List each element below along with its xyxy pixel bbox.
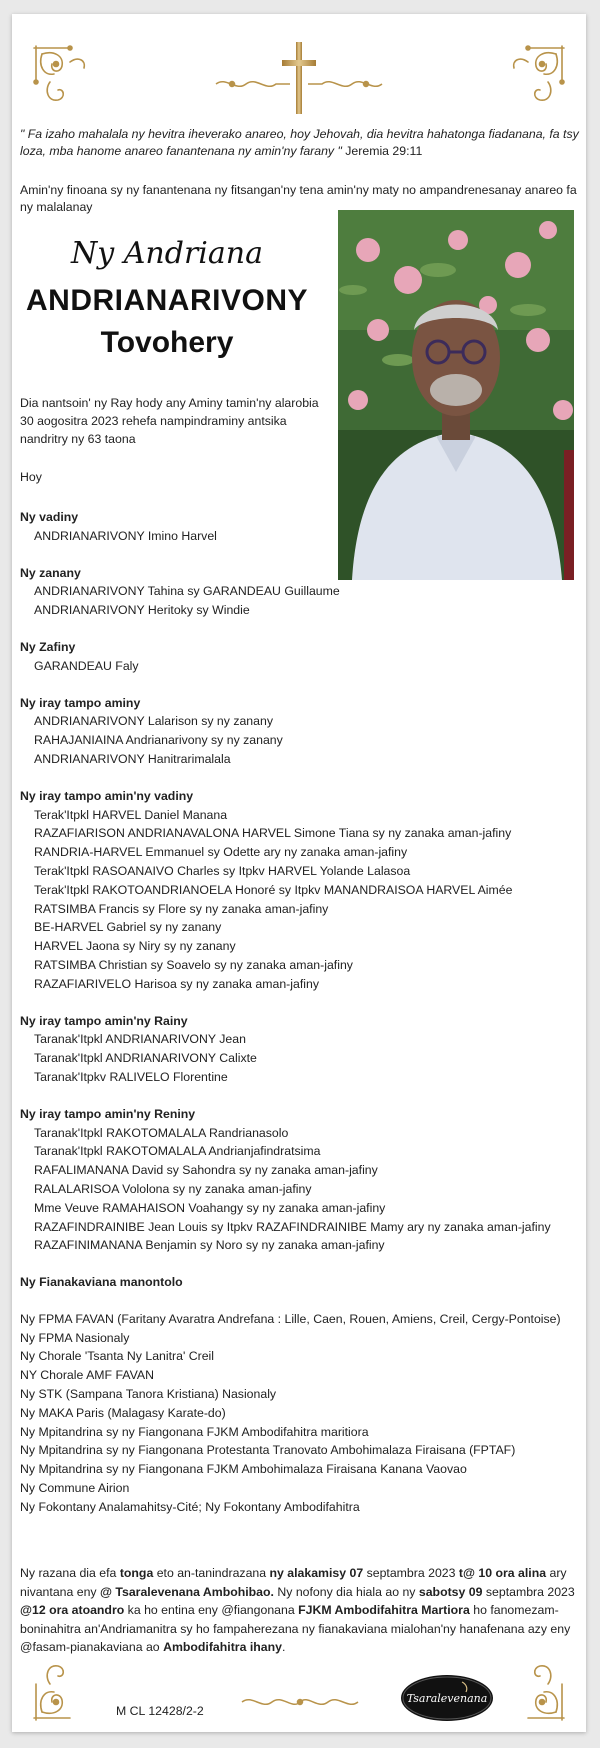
family-member: Taranak'Itpkl ANDRIANARIVONY Calixte [34, 1051, 257, 1066]
family-group-title: Ny zanany [20, 565, 81, 580]
family-group-title: Ny iray tampo amin'ny vadiny [20, 788, 194, 803]
family-member: Terak'Itpkl HARVEL Daniel Manana [34, 807, 228, 822]
reference-code: M CL 12428/2-2 [116, 1704, 204, 1718]
organization-item: Ny Commune Airion [20, 1481, 130, 1496]
bible-quote [20, 126, 580, 160]
family-member: Terak'Itpkl RASOANAIVO Charles sy Itpkv HARVEL Yolande Lalasoa [34, 863, 411, 878]
family-member: ANDRIANARIVONY Tahina sy GARANDEAU Guillaume [34, 584, 340, 599]
funeral-highlight: @ Tsaralevenana Ambohibao. [100, 1584, 274, 1599]
death-notice: Dia nantsoin' ny Ray hody any Aminy tamin'ny alarobia 30 aogositra 2023 rehefa nampindraminy antsika nandritry ny 63 taona [20, 396, 319, 446]
floral-corner-ornament-icon [30, 42, 90, 112]
family-member: RAZAFIARIVELO Harisoa sy ny zanaka aman-jafiny [34, 976, 319, 991]
organization-item: Ny Mpitandrina sy ny Fiangonana FJKM Ambohimalaza Firaisana Kanana Vaovao [20, 1462, 467, 1477]
funeral-text: Ny nofony dia hiala ao ny [273, 1584, 419, 1599]
funeral-highlight: FJKM Ambodifahitra Martiora [298, 1603, 470, 1618]
family-group-title: Ny iray tampo amin'ny Rainy [20, 1013, 188, 1028]
family-member: Taranak'Itpkl RAKOTOMALALA Andrianjafindratsima [34, 1144, 321, 1159]
deceased-given-name: Tovohery [100, 326, 234, 359]
organization-item: Ny Mpitandrina sy ny Fiangonana FJKM Ambodifahitra maritiora [20, 1424, 369, 1439]
family-group [20, 564, 586, 620]
funeral-text: ho fanomezam-boninahitra an'Andriamanitra sy ho fampaherezana ny fianakaviana mialohan'ny hanafenana azy eny @fasam-pianakaviana ao [20, 1603, 571, 1655]
family-group-title: Ny Zafiny [20, 639, 76, 654]
family-group-title: Ny iray tampo aminy [20, 695, 141, 710]
organization-item: Ny FPMA FAVAN (Faritany Avaratra Andrefana : Lille, Caen, Rouen, Amiens, Creil, Cergy-Pontoise) [20, 1311, 561, 1326]
funeral-text: ary nivantana eny [20, 1566, 567, 1599]
family-group [20, 508, 586, 546]
funeral-highlight: Ambodifahitra ihany [163, 1640, 282, 1655]
funeral-details [20, 1564, 582, 1657]
funeral-highlight: @12 ora atoandro [20, 1603, 125, 1618]
family-group [20, 787, 586, 994]
funeral-highlight: ny alakamisy 07 [269, 1566, 364, 1580]
funeral-text: . [281, 1640, 286, 1655]
family-member: RAHAJANIAINA Andrianarivony sy ny zanany [34, 733, 283, 748]
family-member: Taranak'Itpkl RAKOTOMALALA Randrianasolo [34, 1125, 289, 1140]
family-member: RANDRIA-HARVEL Emmanuel sy Odette ary ny zanaka aman-jafiny [34, 845, 408, 860]
deceased-surname: ANDRIANARIVONY [25, 284, 308, 317]
organization-item: Ny MAKA Paris (Malagasy Karate-do) [20, 1405, 226, 1420]
organization-item: Ny FPMA Nasionaly [20, 1330, 130, 1345]
funeral-text: septambra 2023 [363, 1566, 459, 1580]
hoy-text: Hoy [20, 470, 42, 484]
family-member: ANDRIANARIVONY Hanitrarimalala [34, 751, 231, 766]
organization-item: NY Chorale AMF FAVAN [20, 1368, 154, 1383]
quote-reference: Jeremia 29:11 [345, 144, 423, 158]
organization-item: Ny Chorale 'Tsanta Ny Lanitra' Creil [20, 1349, 215, 1364]
quote-text: " Fa izaho mahalala ny hevitra iheverako anareo, hoy Jehovah, dia hevitra hahatonga fiadanana, fa tsy loza, mba hanome anareo fanantenana ny amin'ny farany " [20, 127, 579, 158]
family-member: ANDRIANARIVONY Imino Harvel [34, 528, 217, 543]
family-member: Terak'Itpkl RAKOTOANDRIANOELA Honoré sy Itpkv MANANDRAISOA HARVEL Aimée [34, 882, 513, 897]
funeral-text: eto an-tanindrazana [153, 1566, 270, 1580]
funeral-highlight: tonga [119, 1566, 154, 1580]
funeral-text: Ny razana dia efa [20, 1566, 120, 1580]
family-member: Taranak'Itpkv RALIVELO Florentine [34, 1069, 228, 1084]
family-member: RAZAFINIMANANA Benjamin sy Noro sy ny zanaka aman-jafiny [34, 1238, 385, 1253]
family-member: BE-HARVEL Gabriel sy ny zanany [34, 920, 222, 935]
family-member: ANDRIANARIVONY Heritoky sy Windie [34, 603, 250, 618]
family-member: GARANDEAU Faly [34, 658, 139, 673]
funeral-text: ka ho entina eny @fiangonana [124, 1603, 299, 1618]
organization-item: Ny STK (Sampana Tanora Kristiana) Nasionaly [20, 1387, 277, 1402]
organization-item: Ny Fokontany Analamahitsy-Cité; Ny Fokontany Ambodifahitra [20, 1499, 360, 1514]
family-member: Mme Veuve RAMAHAISON Voahangy sy ny zanaka aman-jafiny [34, 1200, 386, 1215]
obituary-card [12, 14, 586, 1732]
family-member: RATSIMBA Francis sy Flore sy ny zanaka aman-jafiny [34, 901, 329, 916]
family-group-title: Ny vadiny [20, 510, 79, 524]
family-member: HARVEL Jaona sy Niry sy ny zanany [34, 939, 236, 954]
intro-text: Amin'ny finoana sy ny fanantenana ny fitsangan'ny tena amin'ny maty no ampandrenesanay anareo fa ny malalanay [20, 183, 577, 214]
family-member: RAFALIMANANA David sy Sahondra sy ny zanaka aman-jafiny [34, 1163, 378, 1178]
organization-item: Ny Mpitandrina sy ny Fiangonana Protestanta Tranovato Ambohimalaza Firaisana (FPTAF) [20, 1443, 516, 1458]
floral-corner-ornament-icon [508, 1654, 568, 1724]
family-member: ANDRIANARIVONY Lalarison sy ny zanany [34, 714, 273, 729]
floral-corner-ornament-icon [508, 42, 568, 112]
floral-corner-ornament-icon [30, 1654, 90, 1724]
family-group [20, 1012, 586, 1087]
tsaralevenana-logo [400, 1674, 494, 1722]
family-member: RALALARISOA Vololona sy ny zanaka aman-jafiny [34, 1181, 312, 1196]
organizations-title: Ny Fianakaviana manontolo [20, 1275, 183, 1290]
organizations-list [20, 1310, 586, 1517]
family-member: RATSIMBA Christian sy Soavelo sy ny zanaka aman-jafiny [34, 957, 353, 972]
flourish-divider-icon [240, 1692, 360, 1712]
family-member: RAZAFINDRAINIBE Jean Louis sy Itpkv RAZAFINDRAINIBE Mamy ary ny zanaka aman-jafiny [34, 1219, 551, 1234]
family-list [20, 508, 586, 1517]
family-group-title: Ny iray tampo amin'ny Reniny [20, 1106, 196, 1121]
funeral-highlight: sabotsy 09 [418, 1584, 483, 1599]
family-member: Taranak'Itpkl ANDRIANARIVONY Jean [34, 1032, 246, 1047]
funeral-highlight: t@ 10 ora alina [458, 1566, 547, 1580]
family-group [20, 638, 586, 676]
logo-text: Tsaralevenana [406, 1692, 488, 1705]
family-member: RAZAFIARISON ANDRIANAVALONA HARVEL Simone Tiana sy ny zanaka aman-jafiny [34, 826, 512, 841]
cross-icon [212, 40, 386, 118]
funeral-text: septambra 2023 [482, 1584, 575, 1599]
family-group [20, 1105, 586, 1255]
honorific: Ny Andriana [71, 236, 263, 271]
family-group [20, 694, 586, 769]
